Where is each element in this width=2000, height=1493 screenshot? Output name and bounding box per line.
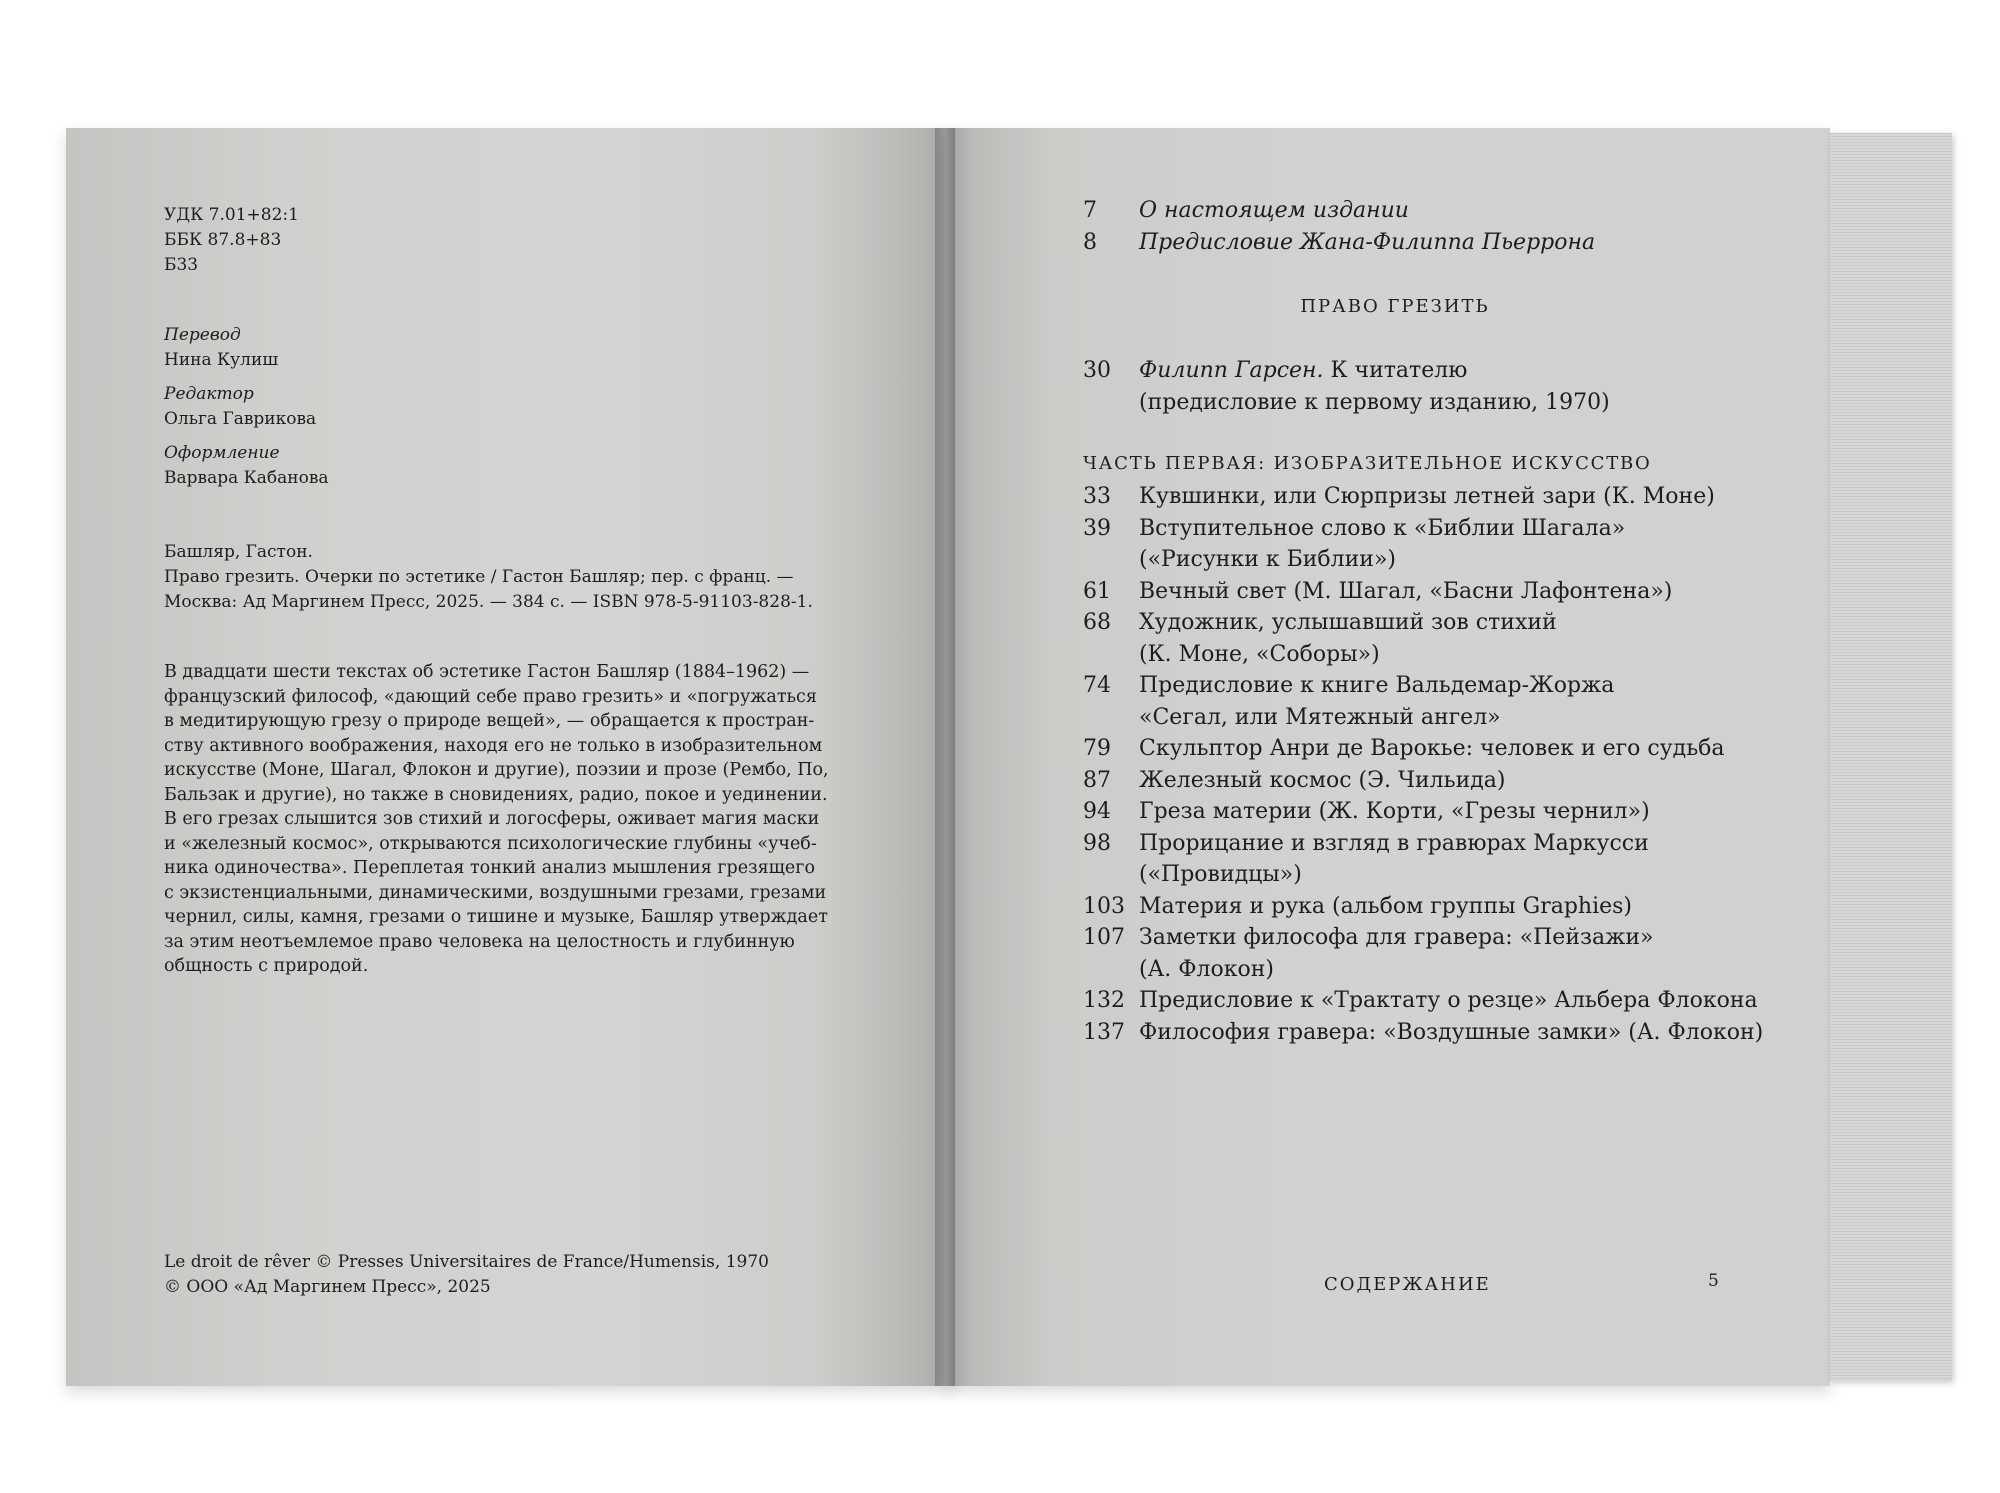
annotation-line: общность с природой. [164, 956, 369, 976]
author-mark: Б33 [164, 255, 199, 275]
toc-entry [1083, 607, 1803, 670]
bibliographic-record [164, 540, 813, 615]
toc-title: Вступительное слово к «Библии Шагала» [1139, 515, 1626, 541]
toc-author: Филипп Гарсен. [1139, 358, 1324, 383]
toc-entry [1083, 576, 1803, 608]
toc-title-cont: («Провидцы») [1139, 862, 1302, 887]
annotation [164, 660, 829, 979]
annotation-line: чернил, силы, камня, грезами о тишине и музыке, Башляр утверждает [164, 907, 828, 927]
toc-entry [1083, 513, 1803, 576]
toc-page-number: 7 [1083, 198, 1097, 223]
toc-page-number: 94 [1083, 799, 1111, 824]
toc-title: Предисловие к «Трактату о резце» Альбера Флокона [1139, 988, 1758, 1013]
credit-name-design: Варвара Кабанова [164, 468, 329, 488]
bib-line: Башляр, Гастон. [164, 542, 313, 562]
toc-title: Кувшинки, или Сюрпризы летней зари (К. Моне) [1139, 484, 1715, 509]
classification-block [164, 203, 299, 278]
credit-role-editor: Редактор [164, 384, 254, 404]
credits-block [164, 323, 329, 491]
book-gutter [935, 128, 955, 1386]
toc-list [1083, 481, 1803, 1048]
toc-entry [1083, 1017, 1803, 1049]
copyright-original: Le droit de rêver © Presses Universitaires de France/Humensis, 1970 [164, 1252, 769, 1272]
annotation-line: за этим неотъемлемое право человека на целостность и глубинную [164, 931, 795, 952]
copyright-block [164, 1250, 769, 1300]
toc-entry [1083, 481, 1803, 513]
toc-title: Материя и рука (альбом группы Graphies) [1139, 893, 1633, 919]
toc-front-matter [1083, 195, 1783, 258]
toc-page-number: 87 [1083, 767, 1111, 793]
running-footer: СОДЕРЖАНИЕ [1324, 1274, 1491, 1295]
toc-page-number: 33 [1083, 484, 1111, 509]
annotation-line: В двадцати шести текстах об эстетике Гастон Башляр (1884–1962) — [164, 662, 810, 682]
toc-entry [1083, 922, 1803, 985]
toc-page-number: 39 [1083, 515, 1111, 541]
bbk-code: ББК 87.8+83 [164, 230, 282, 250]
toc-page-number: 30 [1083, 358, 1111, 383]
toc-entry [1083, 733, 1803, 765]
toc-title-cont: (К. Моне, «Соборы») [1139, 641, 1380, 667]
toc-entry [1083, 195, 1783, 227]
copyright-publisher: © ООО «Ад Маргинем Пресс», 2025 [164, 1277, 491, 1297]
toc-page-number: 103 [1083, 893, 1125, 919]
annotation-line: ству активного воображения, находя его не только в изобразительном [164, 735, 823, 756]
toc-title: К читателю [1323, 358, 1468, 383]
toc-entry [1083, 796, 1803, 828]
toc-title-cont: «Сегал, или Мятежный ангел» [1139, 704, 1501, 730]
toc-title-cont: (предисловие к первому изданию, 1970) [1139, 389, 1610, 415]
toc-page-number: 8 [1083, 229, 1097, 255]
bib-line: Москва: Ад Маргинем Пресс, 2025. — 384 с. — ISBN 978-5-91103-828-1. [164, 592, 813, 612]
toc-entry [1083, 765, 1803, 797]
toc-page-number: 137 [1083, 1019, 1125, 1045]
toc-title: Предисловие Жана-Филиппа Пьеррона [1139, 229, 1596, 255]
toc-page-number: 68 [1083, 610, 1111, 635]
toc-title: Скульптор Анри де Варокье: человек и его судьба [1139, 736, 1725, 761]
toc-page-number: 107 [1083, 925, 1125, 950]
toc-entry [1083, 828, 1803, 891]
toc-title: Заметки философа для гравера: «Пейзажи» [1139, 925, 1654, 950]
toc-title: Художник, услышавший зов стихий [1139, 610, 1557, 635]
credit-role-design: Оформление [164, 443, 280, 463]
annotation-line: Бальзак и другие), но также в сновидениях, радио, покое и уединении. [164, 784, 828, 805]
toc-page-number: 132 [1083, 988, 1125, 1013]
toc-title-cont: («Рисунки к Библии») [1139, 547, 1397, 572]
toc-entry [1083, 227, 1783, 259]
toc-page-number: 79 [1083, 736, 1111, 761]
toc-title: Вечный свет (М. Шагал, «Басни Лафонтена») [1139, 578, 1673, 604]
toc-page-number: 61 [1083, 578, 1111, 604]
toc-intro-entry [1083, 355, 1783, 418]
page-edges [1830, 133, 1952, 1381]
toc-entry [1083, 985, 1803, 1017]
page-number: 5 [1708, 1271, 1719, 1291]
credit-role-translation: Перевод [164, 325, 241, 345]
annotation-line: и «железный космос», открываются психологические глубины «учеб- [164, 833, 817, 854]
toc-entry [1083, 670, 1803, 733]
part-heading: ЧАСТЬ ПЕРВАЯ: ИЗОБРАЗИТЕЛЬНОЕ ИСКУССТВО [1083, 453, 1652, 474]
toc-title-cont: (А. Флокон) [1139, 956, 1274, 982]
udk-code: УДК 7.01+82:1 [164, 205, 299, 225]
toc-page-number: 98 [1083, 830, 1111, 856]
toc-page-number: 74 [1083, 673, 1111, 698]
annotation-line: искусстве (Моне, Шагал, Флокон и другие), поэзии и прозе (Рембо, По, [164, 760, 829, 780]
annotation-line: ника одиночества». Переплетая тонкий анализ мышления грезящего [164, 858, 815, 878]
credit-name-editor: Ольга Гаврикова [164, 409, 317, 429]
toc-title: Прорицание и взгляд в гравюрах Маркусси [1139, 830, 1649, 856]
toc-title: Философия гравера: «Воздушные замки» (А. Флокон) [1139, 1019, 1764, 1045]
annotation-line: В его грезах слышится зов стихий и логосферы, оживает магия маски [164, 809, 820, 829]
toc-title: Железный космос (Э. Чильида) [1139, 767, 1506, 793]
annotation-line: французский философ, «дающий себе право грезить» и «погружаться [164, 686, 817, 707]
toc-title: Греза материи (Ж. Корти, «Грезы чернил») [1139, 799, 1650, 824]
toc-title: О настоящем издании [1139, 198, 1409, 223]
toc-title: Предисловие к книге Вальдемар-Жоржа [1139, 673, 1615, 698]
annotation-line: с экзистенциальными, динамическими, воздушными грезами, грезами [164, 882, 827, 903]
section-heading: ПРАВО ГРЕЗИТЬ [1300, 296, 1490, 317]
toc-entry [1083, 891, 1803, 923]
annotation-line: в медитирующую грезу о природе вещей», — обращается к простран- [164, 711, 815, 731]
bib-line: Право грезить. Очерки по эстетике / Гастон Башляр; пер. с франц. — [164, 567, 794, 587]
credit-name-translation: Нина Кулиш [164, 350, 279, 370]
